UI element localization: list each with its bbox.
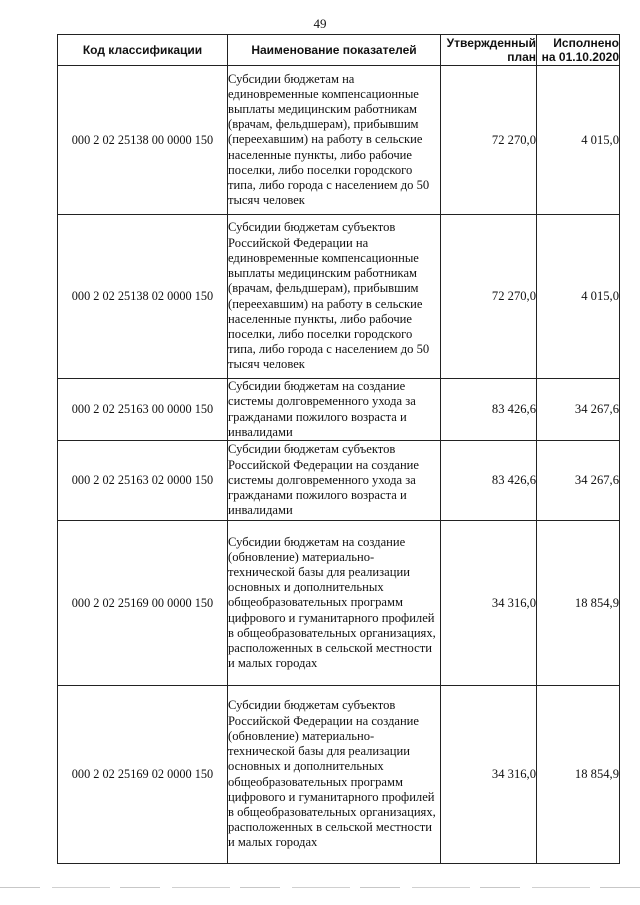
classification-code: 000 2 02 25138 00 0000 150 bbox=[58, 66, 228, 215]
scan-artifact-line bbox=[0, 887, 640, 888]
budget-table bbox=[57, 34, 620, 864]
classification-code: 000 2 02 25163 02 0000 150 bbox=[58, 441, 228, 521]
executed-value: 18 854,9 bbox=[537, 686, 620, 864]
executed-value: 4 015,0 bbox=[537, 215, 620, 379]
table-row bbox=[58, 441, 620, 521]
executed-value: 4 015,0 bbox=[537, 66, 620, 215]
table-row bbox=[58, 215, 620, 379]
table-row bbox=[58, 379, 620, 441]
page-number: 49 bbox=[313, 16, 327, 31]
header-executed: Исполнено на 01.10.2020 bbox=[537, 35, 620, 66]
header-plan: Утвержденный план bbox=[441, 35, 537, 66]
approved-plan-value: 72 270,0 bbox=[441, 215, 537, 379]
header-code: Код классификации bbox=[58, 35, 228, 66]
indicator-name: Субсидии бюджетам субъектов Российской Федерации на создание (обновление) материально-технической базы для реализации основных и дополнительных общеобразовательных программ цифрового и гуманитарного профилей в общеобразовательных организациях, расположенных в сельской местности и малых городах bbox=[228, 686, 441, 864]
approved-plan-value: 83 426,6 bbox=[441, 441, 537, 521]
classification-code: 000 2 02 25163 00 0000 150 bbox=[58, 379, 228, 441]
indicator-name: Субсидии бюджетам субъектов Российской Федерации на создание системы долговременного ухода за гражданами пожилого возраста и инвалидами bbox=[228, 441, 441, 521]
header-name: Наименование показателей bbox=[228, 35, 441, 66]
approved-plan-value: 72 270,0 bbox=[441, 66, 537, 215]
indicator-name: Субсидии бюджетам на единовременные компенсационные выплаты медицинским работникам (врачам, фельдшерам), прибывшим (переехавшим) на работу в сельские населенные пункты, либо рабочие поселки, либо поселки городского типа, либо города с населением до 50 тысяч человек bbox=[228, 66, 441, 215]
executed-value: 18 854,9 bbox=[537, 521, 620, 686]
table-row bbox=[58, 66, 620, 215]
indicator-name: Субсидии бюджетам на создание (обновление) материально-технической базы для реализации основных и дополнительных общеобразовательных программ цифрового и гуманитарного профилей в общеобразовательных организациях, расположенных в сельской местности и малых городах bbox=[228, 521, 441, 686]
table-row bbox=[58, 521, 620, 686]
indicator-name: Субсидии бюджетам на создание системы долговременного ухода за гражданами пожилого возраста и инвалидами bbox=[228, 379, 441, 441]
approved-plan-value: 34 316,0 bbox=[441, 521, 537, 686]
table-row bbox=[58, 686, 620, 864]
approved-plan-value: 83 426,6 bbox=[441, 379, 537, 441]
executed-value: 34 267,6 bbox=[537, 379, 620, 441]
table-header-row bbox=[58, 35, 620, 66]
executed-value: 34 267,6 bbox=[537, 441, 620, 521]
approved-plan-value: 34 316,0 bbox=[441, 686, 537, 864]
classification-code: 000 2 02 25169 00 0000 150 bbox=[58, 521, 228, 686]
classification-code: 000 2 02 25169 02 0000 150 bbox=[58, 686, 228, 864]
indicator-name: Субсидии бюджетам субъектов Российской Федерации на единовременные компенсационные выплаты медицинским работникам (врачам, фельдшерам), прибывшим (переехавшим) на работу в сельские населенные пункты, либо рабочие поселки, либо поселки городского типа, либо города с населением до 50 тысяч человек bbox=[228, 215, 441, 379]
classification-code: 000 2 02 25138 02 0000 150 bbox=[58, 215, 228, 379]
